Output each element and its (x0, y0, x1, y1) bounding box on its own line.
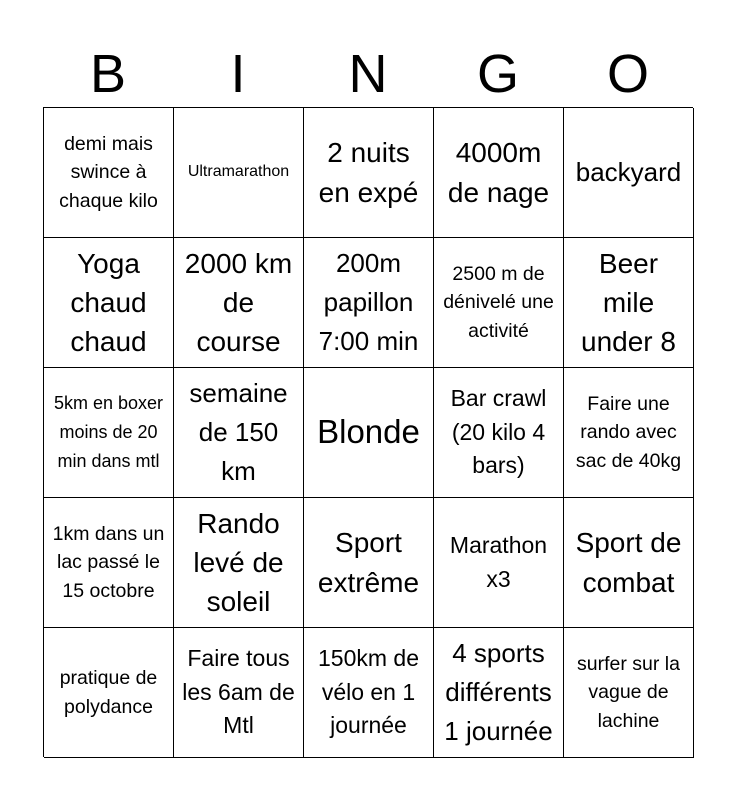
bingo-cell[interactable]: 200m papillon 7:00 min (304, 238, 434, 368)
header-letter-i: I (230, 44, 246, 104)
bingo-board (43, 107, 693, 757)
bingo-cell[interactable]: 1km dans un lac passé le 15 octobre (44, 498, 174, 628)
bingo-cell[interactable]: Blonde (304, 368, 434, 498)
bingo-cell[interactable]: Bar crawl (20 kilo 4 bars) (434, 368, 564, 498)
bingo-cell[interactable]: Sport de combat (564, 498, 694, 628)
bingo-cell[interactable]: Sport extrême (304, 498, 434, 628)
bingo-cell[interactable]: 5km en boxer moins de 20 min dans mtl (44, 368, 174, 498)
bingo-cell[interactable]: 2 nuits en expé (304, 108, 434, 238)
bingo-cell[interactable]: pratique de polydance (44, 628, 174, 758)
bingo-cell[interactable]: 2000 km de course (174, 238, 304, 368)
bingo-cell[interactable]: 2500 m de dénivelé une activité (434, 238, 564, 368)
bingo-cell[interactable]: backyard (564, 108, 694, 238)
bingo-cell[interactable]: surfer sur la vague de lachine (564, 628, 694, 758)
bingo-cell[interactable]: Yoga chaud chaud (44, 238, 174, 368)
bingo-cell[interactable]: 4 sports différents 1 journée (434, 628, 564, 758)
bingo-cell[interactable]: Rando levé de soleil (174, 498, 304, 628)
bingo-cell[interactable]: Faire une rando avec sac de 40kg (564, 368, 694, 498)
bingo-cell[interactable]: semaine de 150 km (174, 368, 304, 498)
header-letter-b: B (89, 44, 127, 104)
header-letter-o: O (606, 44, 649, 104)
bingo-cell[interactable]: demi mais swince à chaque kilo (44, 108, 174, 238)
header-letter-n: N (348, 44, 388, 104)
bingo-cell[interactable]: 4000m de nage (434, 108, 564, 238)
bingo-header (43, 44, 693, 104)
header-letter-g: G (476, 44, 519, 104)
bingo-cell[interactable]: 150km de vélo en 1 journée (304, 628, 434, 758)
bingo-cell[interactable]: Marathon x3 (434, 498, 564, 628)
bingo-cell[interactable]: Ultramarathon (174, 108, 304, 238)
bingo-cell[interactable]: Beer mile under 8 (564, 238, 694, 368)
bingo-cell[interactable]: Faire tous les 6am de Mtl (174, 628, 304, 758)
